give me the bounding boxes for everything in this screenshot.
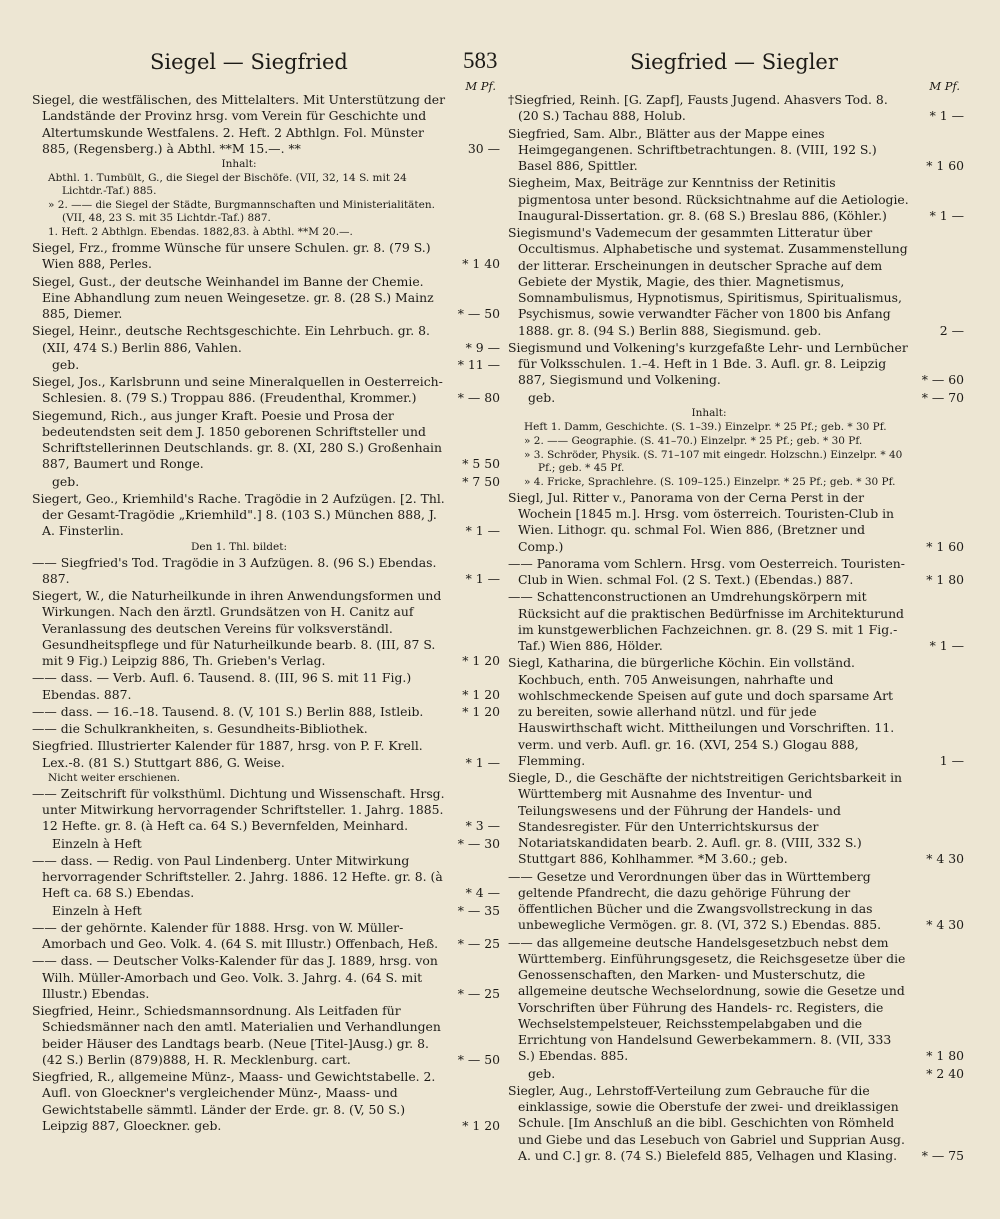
entry-text: » 2. —— die Siegel der Städte, Burgmannschaften und Ministerialitäten. (VII, 48, 23 S. mit 35 Lichtdr.-Taf.) 887. (48, 199, 435, 224)
catalog-entry (508, 421, 964, 434)
catalog-entry (32, 772, 500, 785)
catalog-entry (508, 556, 964, 589)
catalog-entry (32, 172, 500, 198)
entry-price: * 1 — (465, 754, 500, 770)
entry-text: —— dass. — Deutscher Volks-Kalender für das J. 1889, hrsg. von Wilh. Müller-Amorbach und Geo. Volk. 3. Jahrg. 4. (64 S. mit Illustr.) Ebendas. (32, 953, 438, 1001)
catalog-entry (508, 935, 964, 1065)
catalog-entry (508, 126, 964, 175)
entry-price: 1 — (939, 752, 964, 768)
catalog-entry (32, 374, 500, 407)
entry-text: †Siegfried, Reinh. [G. Zapf], Fausts Jugend. Ahasvers Tod. 8. (20 S.) Tachau 888, Holub. (508, 92, 888, 124)
entry-price: * — 25 (457, 936, 500, 951)
entry-price: * 1 80 (926, 572, 964, 587)
entry-text: Einzeln à Heft (52, 835, 142, 851)
entry-text: Siegemund, Rich., aus junger Kraft. Poesie und Prosa der bedeutendsten seit dem J. 1850 geborenen Schriftsteller und Schriftstellerinnen Deutschlands. gr. 8. (XI, 280 S.) Großenhain 887, Baumert und Ronge. (32, 407, 442, 472)
catalog-entry (508, 449, 964, 475)
entry-price: * 1 40 (462, 256, 500, 272)
catalog-entry (508, 175, 964, 224)
entry-price: * 7 50 (462, 473, 500, 489)
entry-text: Siegel, die westfälischen, des Mittelalters. Mit Unterstützung der Landstände der Provinz hrsg. vom Verein für Geschichte und Altertumskunde Westfalens. 2. Heft. 2 Abthlgn. Fol. Münster 885, (Regensberg.) à Abthl. **M 15.—. ** (32, 92, 446, 156)
catalog-entry (508, 1066, 964, 1082)
catalog-entry (32, 323, 500, 356)
entry-text: —— der gehörnte. Kalender für 1888. Hrsg. von W. Müller-Amorbach und Geo. Volk. 4. (64 S. mit Illustr.) Offenbach, Heß. (32, 919, 439, 951)
entry-text: Abthl. 1. Tumbült, G., die Siegel der Bischöfe. (VII, 32, 14 S. mit 24 Lichtdr.-Taf.) 885. (48, 172, 407, 197)
entry-price: * — 60 (921, 372, 964, 388)
entry-price: * 1 — (929, 207, 964, 223)
catalog-entry (32, 836, 500, 852)
running-head-right: Siegfried — Siegler (630, 50, 838, 74)
entry-price: * 1 60 (926, 158, 964, 173)
entry-text: —— Zeitschrift für volksthüml. Dichtung und Wissenschaft. Hrsg. unter Mitwirkung hervorragender Schriftsteller. 1. Jahrg. 1885. 12 Hefte. gr. 8. (à Heft ca. 64 S.) Bevernfelden, Meinhard. (32, 785, 445, 834)
catalog-entry (32, 738, 500, 771)
catalog-entry (32, 920, 500, 953)
catalog-entry (32, 491, 500, 540)
catalog-entry (508, 655, 964, 769)
catalog-entry (32, 158, 500, 171)
entry-text: Siegfried, Sam. Albr., Blätter aus der Mappe eines Heimgegangenen. Schriftbetrachtungen. 8. (VIII, 192 S.) Basel 886, Spittler. (508, 125, 877, 173)
entry-text: 1. Heft. 2 Abthlgn. Ebendas. 1882,83. à Abthl. **M 20.—. (48, 226, 353, 238)
catalog-entry (32, 588, 500, 669)
catalog-entry (32, 555, 500, 588)
entry-price: * — 70 (921, 389, 964, 405)
entry-text: Siegheim, Max, Beiträge zur Kenntniss der Retinitis pigmentosa unter besond. Rücksichtnahme auf die Aetiologie. Inaugural-Dissertation. gr. 8. (68 S.) Breslau 886, (Köhler.) (508, 175, 909, 223)
entry-text: geb. (52, 356, 80, 372)
catalog-entry (508, 770, 964, 868)
entry-text: Nicht weiter erschienen. (48, 771, 181, 784)
catalog-entry (508, 92, 964, 125)
entry-price: * 1 — (465, 523, 500, 539)
entry-text: Siegismund und Volkening's kurzgefaßte Lehr- und Lernbücher für Volksschulen. 1.–4. Heft in 1 Bde. 3. Aufl. gr. 8. Leipzig 887, Siegismund und Volkening. (508, 339, 908, 388)
entry-price: * — 35 (457, 902, 500, 918)
entry-text: Siegler, Aug., Lehrstoff-Verteilung zum Gebrauche für die einklassige, sowie die Oberstufe der zwei- und dreiklassigen Schule. [Im Anschluß an die bibl. Geschichten von Römheld und Giebe und das Lesebuch von Gabriel und Supprian Ausg. A. und C.] gr. 8. (74 S.) Bielefeld 885, Velhagen und Klasing. (508, 1082, 905, 1163)
entry-price: * 1 80 (926, 1048, 964, 1064)
entry-text: geb. (52, 473, 80, 489)
entry-price: * 1 60 (926, 538, 964, 554)
entry-text: Siegfried, R., allgemeine Münz-, Maass- und Gewichtstabelle. 2. Aufl. von Gloeckner's vergleichender Münz-, Maass- und Gewichtstabelle sämmtl. Länder der Erde. gr. 8. (V, 50 S.) Leipzig 887, Gloeckner. geb. (32, 1069, 436, 1133)
entry-price: * 3 — (465, 818, 500, 834)
entry-price: * 1 20 (462, 653, 500, 668)
entry-text: —— Schattenconstructionen an Umdrehungskörpern mit Rücksicht auf die praktischen Bedürfnisse im Architekturund im kunstgewerblichen Fachzeichnen. gr. 8. (29 S. mit 1 Fig.-Taf.) Wien 886, Hölder. (508, 589, 904, 653)
left-column (32, 78, 500, 1135)
entry-price: * 2 40 (926, 1065, 964, 1081)
catalog-entry (508, 476, 964, 489)
entry-text: Siegfried, Heinr., Schiedsmannsordnung. Als Leitfaden für Schiedsmänner nach den amtl. Materialien und Verhandlungen beider Häuser des Landtags bearb. (Neue [Titel-]Ausg.) gr. 8. (42 S.) Berlin (879)888, H. R. Mecklenburg. cart. (32, 1003, 441, 1067)
entry-text: —— Gesetze und Verordnungen über das in Württemberg geltende Pfandrecht, die dazu gehörige Führung der öffentlichen Bücher und die Zwangsvollstreckung in das unbewegliche Vermögen. gr. 8. (VI, 372 S.) Ebendas. 885. (508, 868, 882, 933)
entry-text: —— das allgemeine deutsche Handelsgesetzbuch nebst dem Württemberg. Einführungsgesetz, die Reichsgesetze über die Genossenschaften, den Marken- und Musterschutz, die allgemeine deutsche Wechselordnung, sowie die Gesetze und Vorschriften über Führung des Handels- rc. Registers, die Wechselstempelsteuer, Reichsstempelabgaben und die Errichtung von Handelsund Gewerbekammern. 8. (VII, 333 S.) Ebendas. 885. (508, 934, 906, 1064)
entry-price: * 1 20 (462, 686, 500, 702)
entry-text: Einzeln à Heft (52, 902, 142, 918)
entry-price: 2 — (939, 322, 964, 338)
entry-price: * 1 20 (462, 1117, 500, 1133)
catalog-entry (32, 357, 500, 373)
entry-price: * 1 — (465, 570, 500, 586)
catalog-entry (32, 240, 500, 273)
catalog-entry (508, 589, 964, 654)
catalog-entry (32, 670, 500, 703)
entry-price: * — 25 (457, 985, 500, 1001)
catalog-entry (32, 408, 500, 473)
entry-text: » 3. Schröder, Physik. (S. 71–107 mit eingedr. Holzschn.) Einzelpr. * 40 Pf.; geb. * 45 Pf. (524, 448, 903, 474)
page-number: 583 (463, 48, 498, 73)
entry-text: Siegl, Katharina, die bürgerliche Köchin. Ein vollständ. Kochbuch, enth. 705 Anweisungen, nahrhafte und wohlschmeckende Speisen auf gute und doch sparsame Art zu bereiten, sowie allerhand nützl. und für jede Hauswirthschaft wicht. Mittheilungen und Vorschriften. 11. verm. und verb. Aufl. gr. 16. (XVI, 254 S.) Glogau 888, Flemming. (508, 655, 895, 768)
price-column-header: M Pf. (929, 79, 960, 93)
entry-price: * 4 30 (926, 917, 964, 933)
entry-price: * 1 — (929, 108, 964, 124)
entry-text: Siegle, D., die Geschäfte der nichtstreitigen Gerichtsbarkeit in Württemberg mit Ausnahme des Inventur- und Teilungswesens und der Führung der Handels- und Standesregister. Für den Unterrichtskursus der Notariatskandidaten bearb. 2. Aufl. gr. 8. (VIII, 332 S.) Stuttgart 886, Kohlhammer. *M 3.60.; geb. (508, 770, 903, 867)
catalog-entry (32, 274, 500, 323)
entry-price: * 4 — (465, 885, 500, 901)
entry-text: » 4. Fricke, Sprachlehre. (S. 109–125.) Einzelpr. * 25 Pf.; geb. * 30 Pf. (524, 475, 896, 488)
entry-text: geb. (528, 1065, 556, 1081)
entry-price: * — 50 (457, 1051, 500, 1067)
entry-text: Heft 1. Damm, Geschichte. (S. 1–39.) Einzelpr. * 25 Pf.; geb. * 30 Pf. (524, 420, 887, 433)
entry-text: —— dass. — Redig. von Paul Lindenberg. Unter Mitwirkung hervorragender Schriftsteller. 2. Jahrg. 1886. 12 Hefte. gr. 8. (à Heft ca. 68 S.) Ebendas. (32, 852, 443, 901)
entry-price: * 4 30 (926, 851, 964, 867)
entry-text: Siegl, Jul. Ritter v., Panorama von der Cerna Perst in der Wochein [1845 m.]. Hrsg. vom österreich. Touristen-Club in Wien. Lithogr. qu. schmal Fol. Wien 886, (Bretzner und Comp.) (508, 489, 895, 554)
running-head-left: Siegel — Siegfried (150, 50, 348, 74)
entry-price: * 1 — (929, 638, 964, 653)
entry-text: Siegel, Frz., fromme Wünsche für unsere Schulen. gr. 8. (79 S.) Wien 888, Perles. (32, 240, 431, 272)
entry-text: Siegel, Heinr., deutsche Rechtsgeschichte. Ein Lehrbuch. gr. 8. (XII, 474 S.) Berlin 886, Vahlen. (32, 323, 430, 355)
entry-text: Siegert, Geo., Kriemhild's Rache. Tragödie in 2 Aufzügen. [2. Thl. der Gesamt-Tragödie „Kriemhild".] 8. (103 S.) München 888, J. A. Finsterlin. (32, 490, 445, 539)
right-column (508, 78, 964, 1165)
catalog-entry (32, 853, 500, 902)
entry-price: 30 — (467, 140, 500, 156)
catalog-entry (32, 92, 500, 157)
entry-text: —— Panorama vom Schlern. Hrsg. vom Oesterreich. Touristen-Club in Wien. schmal Fol. (2 S. Text.) (Ebendas.) 887. (508, 555, 905, 587)
catalog-entry (508, 407, 964, 420)
entry-price: * — 75 (921, 1147, 964, 1163)
entry-text: —— dass. — Verb. Aufl. 6. Tausend. 8. (III, 96 S. mit 11 Fig.) Ebendas. 887. (32, 670, 412, 702)
catalog-entry (508, 869, 964, 934)
entry-price: * 9 — (465, 339, 500, 355)
price-column-header: M Pf. (465, 79, 496, 93)
entry-text: Siegel, Gust., der deutsche Weinhandel im Banne der Chemie. Eine Abhandlung zum neuen Weingesetze. gr. 8. (28 S.) Mainz 885, Diemer. (32, 273, 434, 321)
entry-price: * 1 20 (462, 703, 500, 719)
entry-text: Siegismund's Vademecum der gesammten Litteratur über Occultismus. Alphabetische und systemat. Zusammenstellung der litterar. Erscheinungen in deutscher Sprache auf dem Gebiete der Mystik, Magie, des thier. Magnetismus, Somnambulismus, Hypnotismus, Spiritismus, Spiritualismus, Psychismus, sowie verwandter Fächer von 1800 bis Anfang 1888. gr. 8. (94 S.) Berlin 888, Siegismund. geb. (508, 225, 908, 338)
entry-text: —— Siegfried's Tod. Tragödie in 3 Aufzügen. 8. (96 S.) Ebendas. 887. (32, 554, 437, 586)
entry-text: Siegel, Jos., Karlsbrunn und seine Mineralquellen in Oesterreich-Schlesien. 8. (79 S.) Troppau 886. (Freudenthal, Krommer.) (32, 374, 443, 406)
catalog-entry (32, 1003, 500, 1068)
entry-text: Siegfried. Illustrierter Kalender für 1887, hrsg. von P. F. Krell. Lex.-8. (81 S.) Stuttgart 886, G. Weise. (32, 738, 423, 770)
entry-text: » 2. —— Geographie. (S. 41–70.) Einzelpr. * 25 Pf.; geb. * 30 Pf. (524, 434, 863, 447)
catalog-entry (508, 490, 964, 555)
catalog-entry (508, 435, 964, 448)
entry-price: * — 50 (457, 306, 500, 321)
catalog-entry (32, 786, 500, 835)
catalog-entry (32, 474, 500, 490)
entry-text: geb. (528, 389, 556, 405)
catalog-entry (508, 390, 964, 406)
catalog-entry (32, 1069, 500, 1134)
catalog-entry (508, 340, 964, 389)
catalog-entry (508, 1083, 964, 1164)
entry-price: * 5 50 (462, 456, 500, 472)
entry-text: Den 1. Thl. bildet: (190, 540, 288, 553)
catalog-entry (32, 541, 500, 554)
catalog-entry (32, 704, 500, 720)
catalog-entry (32, 953, 500, 1002)
entry-price: * — 80 (457, 390, 500, 406)
catalog-entry (508, 225, 964, 339)
entry-text: Siegert, W., die Naturheilkunde in ihren Anwendungsformen und Wirkungen. Nach den ärztl. Grundsätzen von H. Canitz auf Veranlassung des deutschen Vereins für volksverständl. Gesundheitspflege und für Naturheilkunde bearb. 8. (III, 87 S. mit 9 Fig.) Leipzig 886, Th. Grieben's Verlag. (32, 588, 442, 668)
entry-price: * — 30 (457, 835, 500, 851)
entry-price: * 11 — (457, 356, 500, 372)
catalog-entry (32, 199, 500, 225)
entry-text: —— die Schulkrankheiten, s. Gesundheits-Bibliothek. (32, 721, 368, 736)
catalog-entry (32, 721, 500, 737)
entry-text: Inhalt: (691, 406, 727, 419)
entry-text: —— dass. — 16.–18. Tausend. 8. (V, 101 S.) Berlin 888, Istleib. (32, 703, 424, 719)
entry-text: Inhalt: (221, 158, 257, 170)
catalog-entry (32, 903, 500, 919)
catalog-entry (32, 226, 500, 239)
